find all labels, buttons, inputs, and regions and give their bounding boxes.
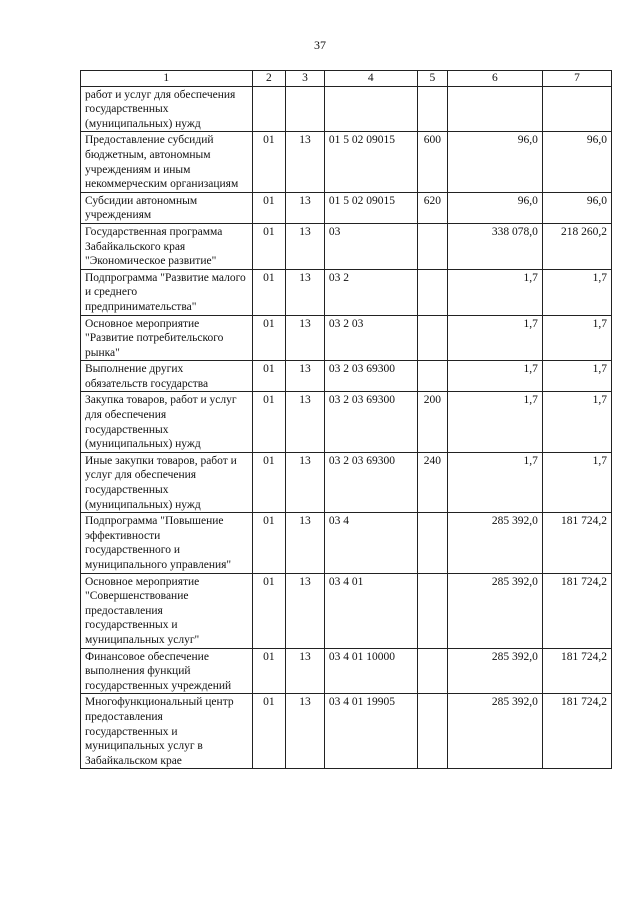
target-article-code: 03 4 01 10000 (324, 648, 417, 694)
target-article-code: 01 5 02 09015 (324, 132, 417, 192)
subsection-code: 13 (286, 269, 325, 315)
section-code: 01 (252, 694, 285, 769)
column-header-2: 2 (252, 71, 285, 87)
expense-type-code (417, 573, 447, 648)
amount-col-6: 1,7 (447, 315, 542, 361)
target-article-code: 03 4 01 (324, 573, 417, 648)
target-article-code (324, 86, 417, 132)
row-name: Многофункциональный центр предоставления государственных и муниципальных услуг в Забайкальском крае (81, 694, 253, 769)
amount-col-7 (542, 86, 611, 132)
table-row (81, 361, 612, 392)
target-article-code: 03 4 (324, 513, 417, 573)
amount-col-7: 1,7 (542, 361, 611, 392)
subsection-code: 13 (286, 452, 325, 512)
table-row (81, 86, 612, 132)
target-article-code: 03 (324, 223, 417, 269)
subsection-code: 13 (286, 392, 325, 452)
column-header-5: 5 (417, 71, 447, 87)
page-number: 37 (314, 38, 326, 52)
section-code (252, 86, 285, 132)
section-code: 01 (252, 513, 285, 573)
section-code: 01 (252, 269, 285, 315)
target-article-code: 03 2 03 69300 (324, 392, 417, 452)
amount-col-7: 1,7 (542, 269, 611, 315)
expense-type-code: 240 (417, 452, 447, 512)
target-article-code: 03 2 03 (324, 315, 417, 361)
row-name: Подпрограмма "Повышение эффективности государственного и муниципального управления" (81, 513, 253, 573)
target-article-code: 01 5 02 09015 (324, 192, 417, 223)
subsection-code: 13 (286, 573, 325, 648)
row-name: Предоставление субсидий бюджетным, автономным учреждениям и иным некоммерческим организациям (81, 132, 253, 192)
target-article-code: 03 2 03 69300 (324, 452, 417, 512)
amount-col-6: 1,7 (447, 392, 542, 452)
section-code: 01 (252, 648, 285, 694)
budget-table (80, 70, 612, 769)
amount-col-6: 96,0 (447, 192, 542, 223)
table-row (81, 573, 612, 648)
target-article-code: 03 2 03 69300 (324, 361, 417, 392)
table-row (81, 132, 612, 192)
row-name: Закупка товаров, работ и услуг для обеспечения государственных (муниципальных) нужд (81, 392, 253, 452)
subsection-code: 13 (286, 132, 325, 192)
amount-col-7: 96,0 (542, 132, 611, 192)
expense-type-code (417, 648, 447, 694)
subsection-code: 13 (286, 648, 325, 694)
table-row (81, 315, 612, 361)
expense-type-code (417, 223, 447, 269)
amount-col-7: 181 724,2 (542, 648, 611, 694)
row-name: Иные закупки товаров, работ и услуг для обеспечения государственных (муниципальных) нужд (81, 452, 253, 512)
amount-col-7: 1,7 (542, 315, 611, 361)
amount-col-6: 96,0 (447, 132, 542, 192)
row-name: Выполнение других обязательств государства (81, 361, 253, 392)
section-code: 01 (252, 452, 285, 512)
expense-type-code: 200 (417, 392, 447, 452)
row-name: Основное мероприятие "Совершенствование предоставления государственных и муниципальных услуг" (81, 573, 253, 648)
header-row (81, 71, 612, 87)
row-name: Финансовое обеспечение выполнения функций государственных учреждений (81, 648, 253, 694)
amount-col-7: 1,7 (542, 452, 611, 512)
column-header-3: 3 (286, 71, 325, 87)
amount-col-6: 285 392,0 (447, 573, 542, 648)
expense-type-code: 620 (417, 192, 447, 223)
amount-col-7: 181 724,2 (542, 513, 611, 573)
table-row (81, 452, 612, 512)
table-row (81, 223, 612, 269)
subsection-code: 13 (286, 513, 325, 573)
subsection-code (286, 86, 325, 132)
row-name: работ и услуг для обеспечения государственных (муниципальных) нужд (81, 86, 253, 132)
section-code: 01 (252, 392, 285, 452)
amount-col-7: 181 724,2 (542, 573, 611, 648)
table-row (81, 648, 612, 694)
section-code: 01 (252, 361, 285, 392)
row-name: Подпрограмма "Развитие малого и среднего предпринимательства" (81, 269, 253, 315)
subsection-code: 13 (286, 694, 325, 769)
table-row (81, 513, 612, 573)
subsection-code: 13 (286, 361, 325, 392)
amount-col-6: 1,7 (447, 361, 542, 392)
subsection-code: 13 (286, 223, 325, 269)
target-article-code: 03 4 01 19905 (324, 694, 417, 769)
subsection-code: 13 (286, 315, 325, 361)
section-code: 01 (252, 132, 285, 192)
expense-type-code (417, 86, 447, 132)
table-row (81, 192, 612, 223)
expense-type-code (417, 315, 447, 361)
expense-type-code (417, 269, 447, 315)
amount-col-6: 285 392,0 (447, 648, 542, 694)
amount-col-6: 285 392,0 (447, 513, 542, 573)
amount-col-7: 218 260,2 (542, 223, 611, 269)
row-name: Государственная программа Забайкальского края "Экономическое развитие" (81, 223, 253, 269)
amount-col-7: 1,7 (542, 392, 611, 452)
subsection-code: 13 (286, 192, 325, 223)
expense-type-code (417, 694, 447, 769)
expense-type-code (417, 513, 447, 573)
column-header-7: 7 (542, 71, 611, 87)
amount-col-7: 96,0 (542, 192, 611, 223)
section-code: 01 (252, 573, 285, 648)
column-header-6: 6 (447, 71, 542, 87)
row-name: Основное мероприятие "Развитие потребительского рынка" (81, 315, 253, 361)
table-row (81, 392, 612, 452)
amount-col-6: 338 078,0 (447, 223, 542, 269)
amount-col-7: 181 724,2 (542, 694, 611, 769)
amount-col-6: 1,7 (447, 269, 542, 315)
column-header-1: 1 (81, 71, 253, 87)
amount-col-6: 285 392,0 (447, 694, 542, 769)
expense-type-code (417, 361, 447, 392)
section-code: 01 (252, 192, 285, 223)
amount-col-6 (447, 86, 542, 132)
table-row (81, 694, 612, 769)
row-name: Субсидии автономным учреждениям (81, 192, 253, 223)
amount-col-6: 1,7 (447, 452, 542, 512)
section-code: 01 (252, 315, 285, 361)
target-article-code: 03 2 (324, 269, 417, 315)
expense-type-code: 600 (417, 132, 447, 192)
table-row (81, 269, 612, 315)
column-header-4: 4 (324, 71, 417, 87)
section-code: 01 (252, 223, 285, 269)
